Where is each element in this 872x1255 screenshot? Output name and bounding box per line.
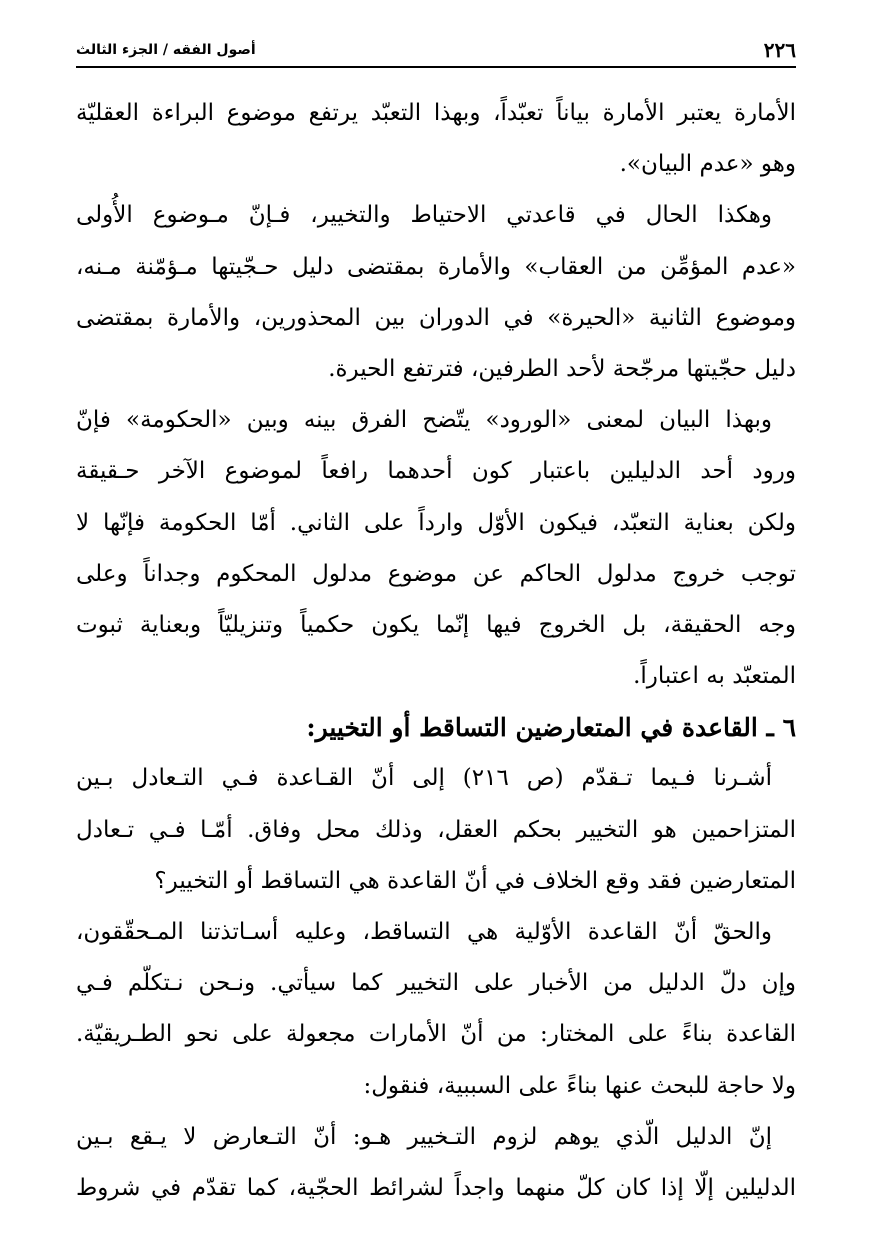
section-heading: ٦ ـ القاعدة في المتعارضين التساقط أو التخيير: [306,713,796,743]
text-line: وإن دلّ الدليل من الأخبار على التخيير كما سيأتي. ونـحن نـتكلّم فـي [76,970,796,997]
page-number: ٢٢٦ [763,38,796,62]
page-header [76,34,796,68]
text-line: إنّ الدليل الّذي يوهم لزوم التـخيير هـو: أنّ التـعارض لا يـقع بـين [76,1123,772,1150]
text-line: المتعارضين فقد وقع الخلاف في أنّ القاعدة هي التساقط أو التخيير؟ [154,867,796,894]
text-line: ورود أحد الدليلين باعتبار كون أحدهما رافعاً لموضوع الآخر حـقيقة [76,458,796,485]
text-line: الدليلين إلّا إذا كان كلّ منهما واجداً لشرائط الحجّية، كما تقدّم في شروط [76,1174,796,1201]
text-line: توجب خروج مدلول الحاكم عن موضوع مدلول المحكوم وجداناً وعلى [76,560,796,587]
text-line: الأمارة يعتبر الأمارة بياناً تعبّداً، وبهذا التعبّد يرتفع موضوع البراءة العقليّة [76,100,796,126]
text-line: ولا حاجة للبحث عنها بناءً على السببية، فنقول: [363,1072,796,1099]
text-line: القاعدة بناءً على المختار: من أنّ الأمارات مجعولة على نحو الطـريقيّة. [76,1021,796,1048]
text-line: والحقّ أنّ القاعدة الأوّلية هي التساقط، وعليه أسـاتذتنا المـحقّقون، [76,919,772,945]
running-title: أصول الفقه / الجزء الثالث [76,42,256,58]
text-line: وهو «عدم البيان». [619,151,796,178]
text-line: «عدم المؤمِّن من العقاب» والأمارة بمقتضى دليل حـجّيتها مـؤمّنة مـنه، [76,253,796,280]
text-line: وبهذا البيان لمعنى «الورود» يتّضح الفرق بينه وبين «الحكومة» فإنّ [76,407,772,434]
text-line: أشـرنا فـيما تـقدّم (ص ٢١٦) إلى أنّ القـاعدة فـي التـعادل بـين [76,765,772,792]
text-line: المتعبّد به اعتباراً. [633,663,796,690]
body-text [76,88,796,1214]
text-line: المتزاحمين هو التخيير بحكم العقل، وذلك محل وفاق. أمّـا فـي تـعادل [76,816,796,843]
text-line: دليل حجّيتها مرجّحة لأحد الطرفين، فترتفع الحيرة. [328,355,796,382]
text-line: وهكذا الحال في قاعدتي الاحتياط والتخيير، فـإنّ مـوضوع الأُولى [76,202,772,229]
text-line: وموضوع الثانية «الحيرة» في الدوران بين المحذورين، والأمارة بمقتضى [76,304,796,331]
text-line: ولكن بعناية التعبّد، فيكون الأوّل وارداً على الثاني. أمّا الحكومة فإنّها لا [76,509,796,536]
text-line: وجه الحقيقة، بل الخروج فيها إنّما يكون حكمياً وتنزيليّاً وبعناية ثبوت [76,611,796,638]
